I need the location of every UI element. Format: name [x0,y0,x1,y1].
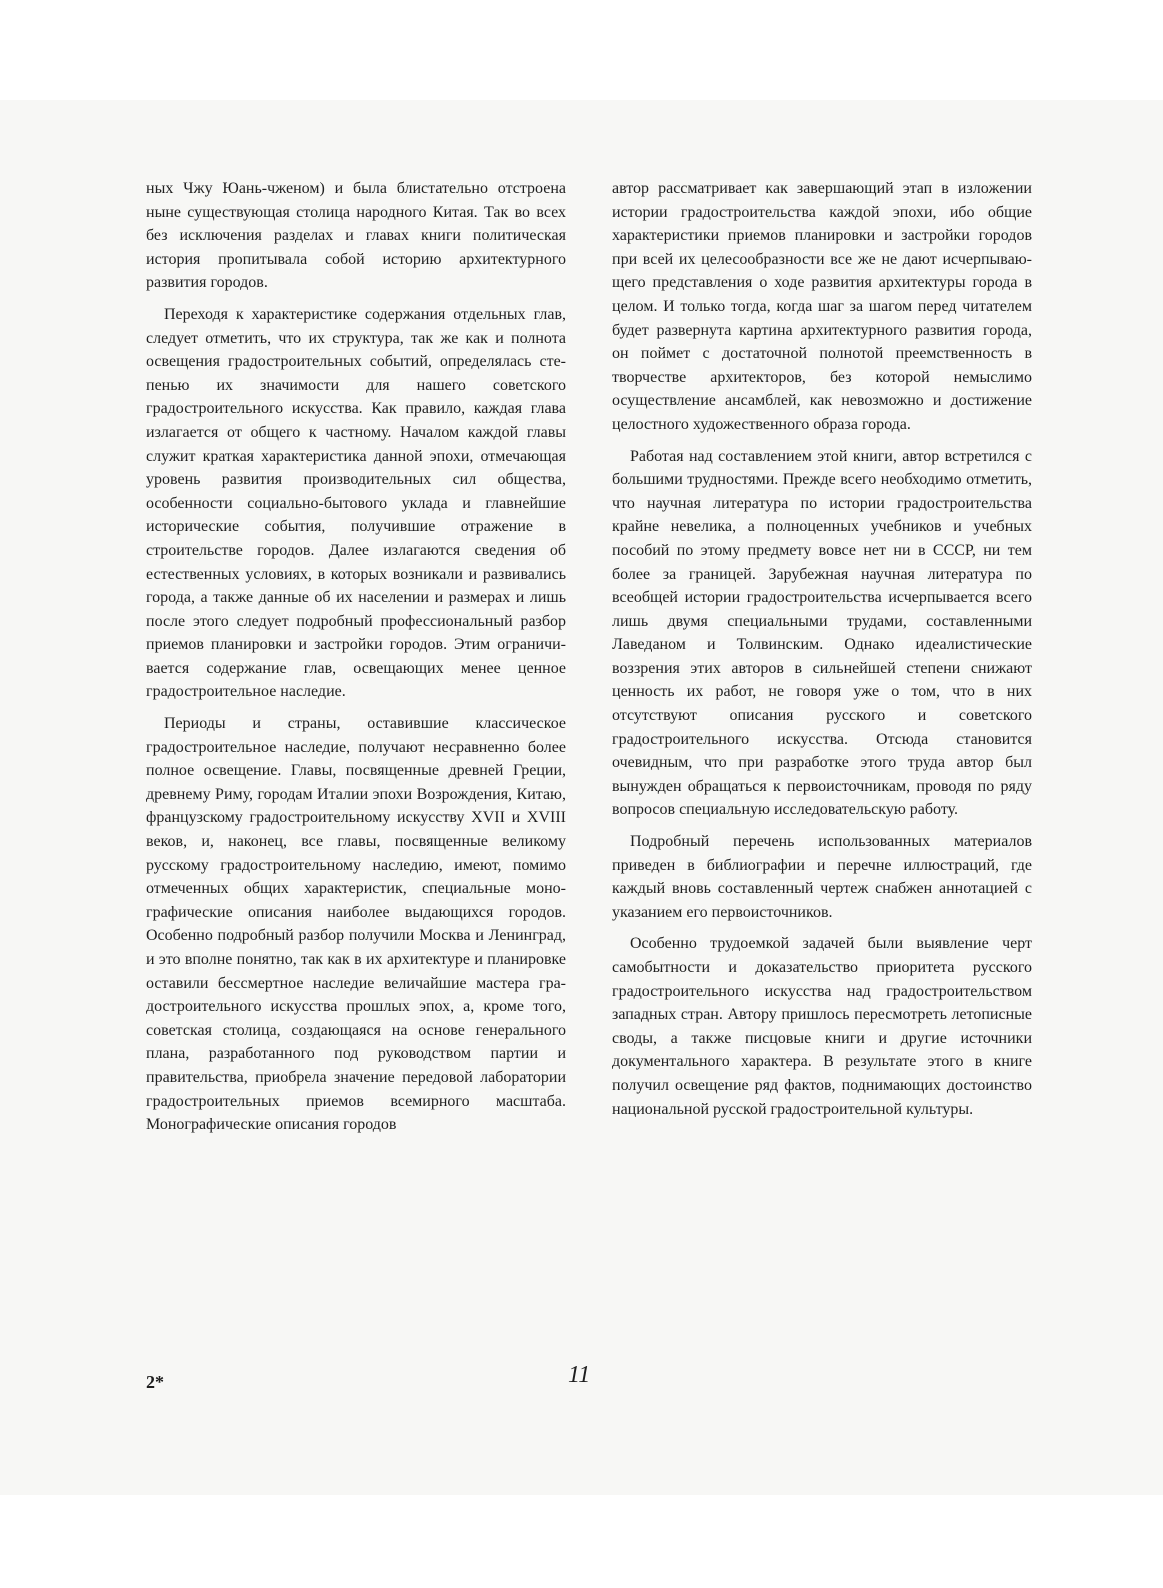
left-column [146,177,566,1137]
paragraph: ных Чжу Юань-чженом) и была блистательно отстроена ныне существующая столица народного Китая. Так во всех без исключения разделах и главах книги политическая история пропитывала собой историю архитектурного развития городов. [146,180,566,292]
paragraph: Особенно трудоемкой задачей были выявление черт самобытности и доказательство приоритета русского градостроительного искусства над градостроительством западных стран. Автору пришлось пересмотреть летописные своды, а также писцовые книги и другие источники документального характера. В результате этого в книге получил освещение ряд фактов, поднимающих достоинство национальной русской градостроительной культуры. [612,935,1032,1118]
paragraph: Подробный перечень использованных материалов приведен в библиографии и перечне иллюстраций, где каждый вновь составленный чертеж снабжен аннотацией с указанием его первоисточников. [612,833,1032,921]
signature-mark: 2* [146,1372,164,1392]
paragraph: Работая над составлением этой книги, автор встретился с большими трудностями. Прежде всего необходимо отметить, что научная литература по истории градостроительства крайне невелика, а полноценных учебников и учебных пособий по этому предмету вовсе нет ни в СССР, ни тем более за границей. Зарубежная научная литература по всеобщей истории градостроительства исчерпывается всего лишь двумя специальными трудами, составленными Лаведаном и Толвинским. Однако идеалистические воззрения этих авторов в сильнейшей степени снижают ценность их работ, не говоря уже о том, что в них отсутствуют описания русского и советского градостроительного искусства. Отсюда становится очевидным, что при разработке этого труда автор был вынужден обращаться к первоисточникам, проводя по ряду вопросов специальную исследовательскую работу. [612,447,1032,819]
page-number: 11 [568,1362,591,1388]
paragraph: автор рассматривает как завершающий этап в изложении истории градостроительства каждой эпохи, ибо общие характеристики приемов планировки и застройки городов при всей их целесообразности все же не дают исчерпывающего представления о ходе развития архитектуры города в целом. И только тогда, когда шаг за шагом перед читателем будет развернута картина архитектурного развития города, он поймет с достаточной полнотой преемственность в творчестве архитекторов, без которой немыслимо осуществление ансамблей, как невозможно и достижение целостного художественного образа города. [612,180,1032,433]
paragraph: Периоды и страны, оставившие классическое градостроительное наследие, получают несравненно более полное освещение. Главы, посвященные древней Греции, древнему Риму, городам Италии эпохи Возрождения, Китаю, французскому градостроительному искусству XVII и XVIII веков, и, наконец, все главы, посвященные великому русскому градостроительному наследию, имеют, помимо отмеченных общих характеристик, специальные монографические описания наиболее выдающихся городов. Особенно подробный разбор получили Москва и Ленинград, и это вполне понятно, так как в их архитектуре и планировке оставили бессмертное наследие величайшие мастера градостроительного искусства прошлых эпох, а, кроме того, советская столица, создающаяся на основе генерального плана, разработанного под руководством партии и правительства, приобрела значение передовой лаборатории градостроительных приемов всемирного масштаба. Монографические описания городов [146,715,566,1134]
paragraph: Переходя к характеристике содержания отдельных глав, следует отметить, что их структура, так же как и полнота освещения градостроительных событий, определялась степенью их значимости для нашего советского градостроительного искусства. Как правило, каждая глава излагается от общего к частному. Началом каждой главы служит краткая характеристика данной эпохи, отмечающая уровень развития производительных сил общества, особенности социально-бытового уклада и главнейшие исторические события, получившие отражение в строительстве городов. Далее излагаются сведения об естественных условиях, в которых возникали и развивались города, а также данные об их населении и размерах и лишь после этого следует подробный профессиональный разбор приемов планировки и застройки городов. Этим ограничивается содержание глав, освещающих менее ценное градостроительное наследие. [146,305,566,701]
right-column [612,177,1032,1121]
